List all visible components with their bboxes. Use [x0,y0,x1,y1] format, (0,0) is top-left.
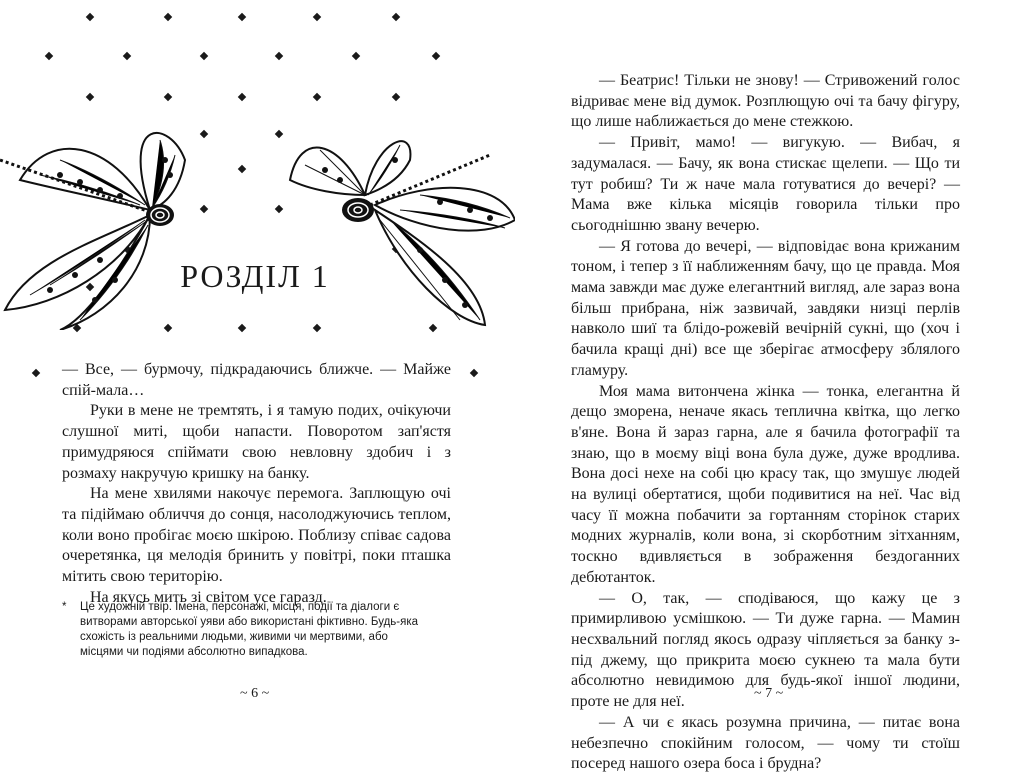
right-page-body [571,71,960,775]
diamond-dot [392,93,400,101]
page-number: ~ 6 ~ [240,686,270,701]
diamond-dot [164,13,172,21]
paragraph: — Все, — бурмочу, підкрадаючись ближче. — Майже спій-мала… [62,361,451,399]
paragraph: — Беатрис! Тільки не знову! — Стривожений голос відриває мене від думок. Розплющую очі та бачу фігуру, що лише наближається до мене стежкою. [571,72,960,131]
left-page-body [62,360,451,608]
diamond-dot [200,52,208,60]
diamond-dot [313,93,321,101]
dragonfly-icon [0,120,200,330]
diamond-dot [313,13,321,21]
diamond-dot [238,324,246,332]
diamond-dot [238,165,246,173]
paragraph: Моя мама витончена жінка — тонка, елегантна й дещо зморена, неначе якась теплична квітка, що легко в'яне. Вона й зараз гарна, але я бачила фотографії та знаю, що в моєму віці вона була дуже, дуже вродлива. Вона досі нехе на собі цю красу так, що змушує людей на вулиці обертатися, щоби подивитися на неї. Час від часу її можна побачити за гортанням сторінок старих модних журналів, коли вона, зі скорботним зітханням, тоскно вдивляється в зображення бездоганних дебютанток. [571,382,960,586]
diamond-dot [432,52,440,60]
paragraph: — Привіт, мамо! — вигукую. — Вибач, я задумалася. — Бачу, як вона стискає щелепи. — Що ти тут робиш? Ти ж наче мала готуватися до вечері? — Мама вже кілька місяців говорила тільки про сьогоднішню звану вечерю. [571,134,960,234]
page-number: ~ 7 ~ [754,686,784,701]
diamond-dot [86,93,94,101]
dragonfly-icon [280,120,515,330]
paragraph: — Я готова до вечері, — відповідає вона крижаним тоном, і тепер з її наближенням бачу, що це правда. Моя мама завжди має дуже елегантний вигляд, але зараз вона більш прибрана, ніж зазвичай, завдяки низці перлів навколо шиї та блідо-рожевій вечірній сукні, що (хоч і бачила кращі дні) все ще зберігає атмосферу зблялого гламуру. [571,237,960,379]
paragraph: — А чи є якась розумна причина, — питає вона небезпечно спокійним голосом, — чому ти стоїш посеред нашого озера боса і брудна? [571,713,960,773]
paragraph: — О, так, — сподіваюся, що кажу це з примирливою усмішкою. — Ти дуже гарна. — Мамин несхвальний погляд якось одразу чіпляється за банку з-під джему, що прикрита моєю сукнею та мала бути абсолютно невидимою для будь-якої іншої людини, проте не для неї. [571,589,960,711]
diamond-dot [238,13,246,21]
chapter-heading: РОЗДІЛ 1 [180,258,330,294]
diamond-dot [32,369,40,377]
diamond-dot [200,130,208,138]
diamond-dot [392,13,400,21]
paragraph: На мене хвилями накочує перемога. Заплющую очі та підіймаю обличчя до сонця, насолоджуючись теплом, коли воно пробігає моєю шкірою. Поблизу співає садова очеретянка, ця мелодія бринить у повітрі, поки пташка мітить свою територію. [62,485,451,586]
footnote [62,600,432,660]
footnote-text: Це художній твір. Імена, персонажі, місця, події та діалоги є витворами авторської уяви або використані фіктивно. Будь-яка схожість із реальними людьми, живими чи мертвими, або місцями чи подіями абсолютно випадкова. [80,601,419,658]
diamond-dot [238,93,246,101]
diamond-dot [352,52,360,60]
footnote-mark: * [62,601,67,613]
diamond-dot [200,205,208,213]
paragraph: Руки в мене не тремтять, і я тамую подих, очікуючи слушної миті, щоби напасти. Поворотом зап'ястя примудряюся спіймати свою невловну здобич і з розмаху накручую кришку на банку. [62,402,451,482]
right-page [512,0,1024,773]
diamond-dot [275,52,283,60]
diamond-dot [164,93,172,101]
diamond-dot [470,369,478,377]
paragraph: На якусь мить зі світом усе гаразд. [90,588,327,606]
diamond-dot [45,52,53,60]
diamond-dot [123,52,131,60]
diamond-dot [86,13,94,21]
left-page [0,0,512,741]
